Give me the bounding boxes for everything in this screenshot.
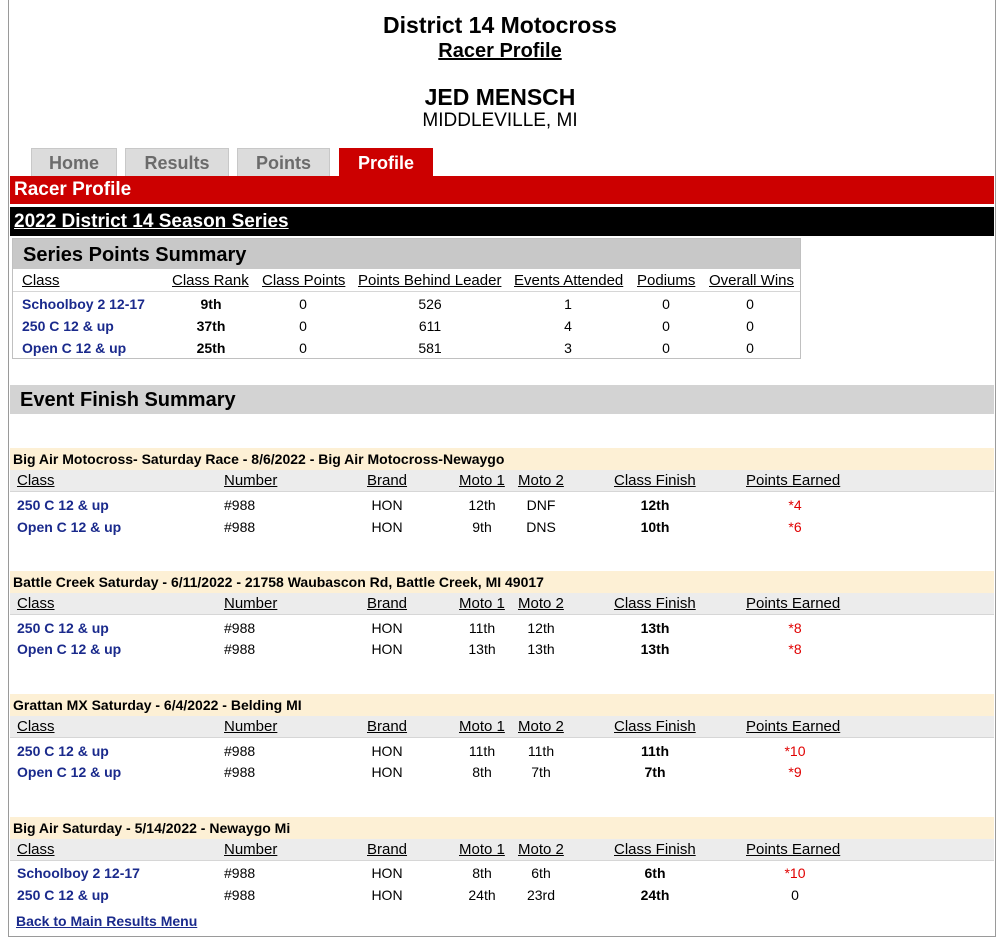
event-row-class[interactable]: Open C 12 & up [17,641,122,657]
event-row-moto2: DNF [526,497,556,513]
event-row-moto1: 12th [468,497,496,513]
event-row-number: #988 [224,519,256,535]
event-row-moto2: 6th [531,865,551,881]
section-bar: Racer Profile [10,176,994,204]
event-row-brand: HON [371,764,403,780]
event-row-class[interactable]: Open C 12 & up [17,764,122,780]
event-row-points: *8 [788,641,802,657]
sp-row-behind: 526 [418,296,442,312]
event-row-class[interactable]: Schoolboy 2 12-17 [17,865,140,881]
event-row-number: #988 [224,865,256,881]
sp-row-podiums: 0 [662,318,670,334]
event-row-moto1: 11th [468,743,496,759]
season-title[interactable]: 2022 District 14 Season Series [10,207,994,236]
tab-profile[interactable]: Profile [339,148,433,177]
event-header-moto2[interactable]: Moto 2 [518,472,564,489]
event-header-points-earned[interactable]: Points Earned [746,472,841,489]
event-title: Big Air Saturday - 5/14/2022 - Newaygo Mi [10,817,994,839]
event-row-points: *4 [788,497,802,513]
sp-header-class[interactable]: Class [22,272,60,289]
event-row-points: *8 [788,620,802,636]
event-row-moto2: 11th [527,743,555,759]
sp-row-rank: 25th [196,340,226,356]
event-row-points: *9 [788,764,802,780]
event-row-finish: 6th [644,865,666,881]
event-row-number: #988 [224,887,256,903]
event-row-class[interactable]: 250 C 12 & up [17,743,109,759]
event-header-points-earned[interactable]: Points Earned [746,841,841,858]
tab-results[interactable]: Results [125,148,229,177]
sp-row-class[interactable]: Open C 12 & up [22,340,127,356]
event-row-number: #988 [224,641,256,657]
event-row-points: *10 [784,743,806,759]
event-header-moto2[interactable]: Moto 2 [518,718,564,735]
event-row-brand: HON [371,865,403,881]
event-header-class[interactable]: Class [17,472,55,489]
sp-row-rank: 9th [200,296,222,312]
event-row-moto1: 13th [468,641,496,657]
sp-header-podiums[interactable]: Podiums [637,272,696,289]
event-row-class[interactable]: 250 C 12 & up [17,620,109,636]
sp-row-podiums: 0 [662,340,670,356]
event-row-brand: HON [371,519,403,535]
racer-hometown: MIDDLEVILLE, MI [422,110,578,131]
event-header-moto2[interactable]: Moto 2 [518,841,564,858]
event-header-moto1[interactable]: Moto 1 [459,472,505,489]
sp-header-class-points[interactable]: Class Points [262,272,346,289]
page-subtitle: Racer Profile [438,40,562,62]
event-row-finish: 12th [640,497,670,513]
event-title: Big Air Motocross- Saturday Race - 8/6/2022 - Big Air Motocross-Newaygo [10,448,994,470]
sp-row-class[interactable]: 250 C 12 & up [22,318,114,334]
event-row-moto1: 24th [468,887,496,903]
event-row-finish: 13th [640,620,670,636]
event-row-moto1: 11th [468,620,496,636]
sp-row-wins: 0 [746,318,754,334]
event-header-class-finish[interactable]: Class Finish [614,595,696,612]
event-header-brand[interactable]: Brand [367,718,408,735]
event-header-number[interactable]: Number [224,841,278,858]
back-to-main-results-link[interactable]: Back to Main Results Menu [16,913,198,929]
sp-header-points-behind[interactable]: Points Behind Leader [358,272,502,289]
sp-header-divider [13,291,800,292]
event-row-finish: 13th [640,641,670,657]
sp-row-events: 4 [564,318,572,334]
event-row-moto2: DNS [526,519,556,535]
event-row-points: *10 [784,865,806,881]
event-row-moto1: 8th [472,764,492,780]
racer-name: JED MENSCH [424,84,576,110]
sp-row-points: 0 [299,296,307,312]
event-header-points-earned[interactable]: Points Earned [746,718,841,735]
event-row-number: #988 [224,743,256,759]
event-header-moto1[interactable]: Moto 1 [459,595,505,612]
sp-row-points: 0 [299,340,307,356]
event-row-moto1: 9th [472,519,492,535]
event-header-number[interactable]: Number [224,472,278,489]
sp-row-rank: 37th [196,318,226,334]
tab-points[interactable]: Points [237,148,330,177]
sp-header-overall-wins[interactable]: Overall Wins [709,272,795,289]
event-header-brand[interactable]: Brand [367,841,408,858]
tab-home[interactable]: Home [31,148,117,177]
sp-row-wins: 0 [746,296,754,312]
sp-row-behind: 581 [418,340,442,356]
event-row-finish: 7th [644,764,666,780]
event-row-number: #988 [224,497,256,513]
event-header-points-earned[interactable]: Points Earned [746,595,841,612]
event-header-brand[interactable]: Brand [367,595,408,612]
event-row-brand: HON [371,497,403,513]
event-row-class[interactable]: 250 C 12 & up [17,497,109,513]
event-row-brand: HON [371,641,403,657]
event-row-class[interactable]: Open C 12 & up [17,519,122,535]
event-row-brand: HON [371,743,403,759]
organization-title: District 14 Motocross [383,12,617,38]
event-row-finish: 10th [640,519,670,535]
sp-row-podiums: 0 [662,296,670,312]
event-header-class[interactable]: Class [17,841,55,858]
event-row-finish: 24th [640,887,670,903]
sp-row-events: 1 [564,296,572,312]
sp-header-events-attended[interactable]: Events Attended [514,272,624,289]
event-row-moto2: 23rd [526,887,556,903]
event-header-class[interactable]: Class [17,718,55,735]
event-row-brand: HON [371,887,403,903]
sp-row-class[interactable]: Schoolboy 2 12-17 [22,296,145,312]
event-header-brand[interactable]: Brand [367,472,408,489]
event-row-moto1: 8th [472,865,492,881]
sp-header-class-rank[interactable]: Class Rank [172,272,249,289]
event-header-moto1[interactable]: Moto 1 [459,718,505,735]
event-finish-summary-title: Event Finish Summary [10,385,994,414]
event-header-number[interactable]: Number [224,718,278,735]
event-header-number[interactable]: Number [224,595,278,612]
event-row-points: *6 [788,519,802,535]
event-row-finish: 11th [640,743,669,759]
event-header-class[interactable]: Class [17,595,55,612]
event-header-class-finish[interactable]: Class Finish [614,472,696,489]
sp-row-wins: 0 [746,340,754,356]
event-row-moto2: 7th [531,764,551,780]
event-header-class-finish[interactable]: Class Finish [614,718,696,735]
series-points-title: Series Points Summary [13,239,800,269]
event-header-moto1[interactable]: Moto 1 [459,841,505,858]
sp-row-events: 3 [564,340,572,356]
sp-row-behind: 611 [418,318,442,334]
event-row-points: 0 [791,887,799,903]
event-title: Grattan MX Saturday - 6/4/2022 - Belding MI [10,694,994,716]
event-title: Battle Creek Saturday - 6/11/2022 - 21758 Waubascon Rd, Battle Creek, MI 49017 [10,571,994,593]
event-row-number: #988 [224,764,256,780]
event-row-number: #988 [224,620,256,636]
sp-row-points: 0 [299,318,307,334]
event-row-moto2: 12th [527,620,555,636]
event-row-class[interactable]: 250 C 12 & up [17,887,109,903]
event-header-moto2[interactable]: Moto 2 [518,595,564,612]
event-row-moto2: 13th [527,641,555,657]
event-row-brand: HON [371,620,403,636]
event-header-class-finish[interactable]: Class Finish [614,841,696,858]
